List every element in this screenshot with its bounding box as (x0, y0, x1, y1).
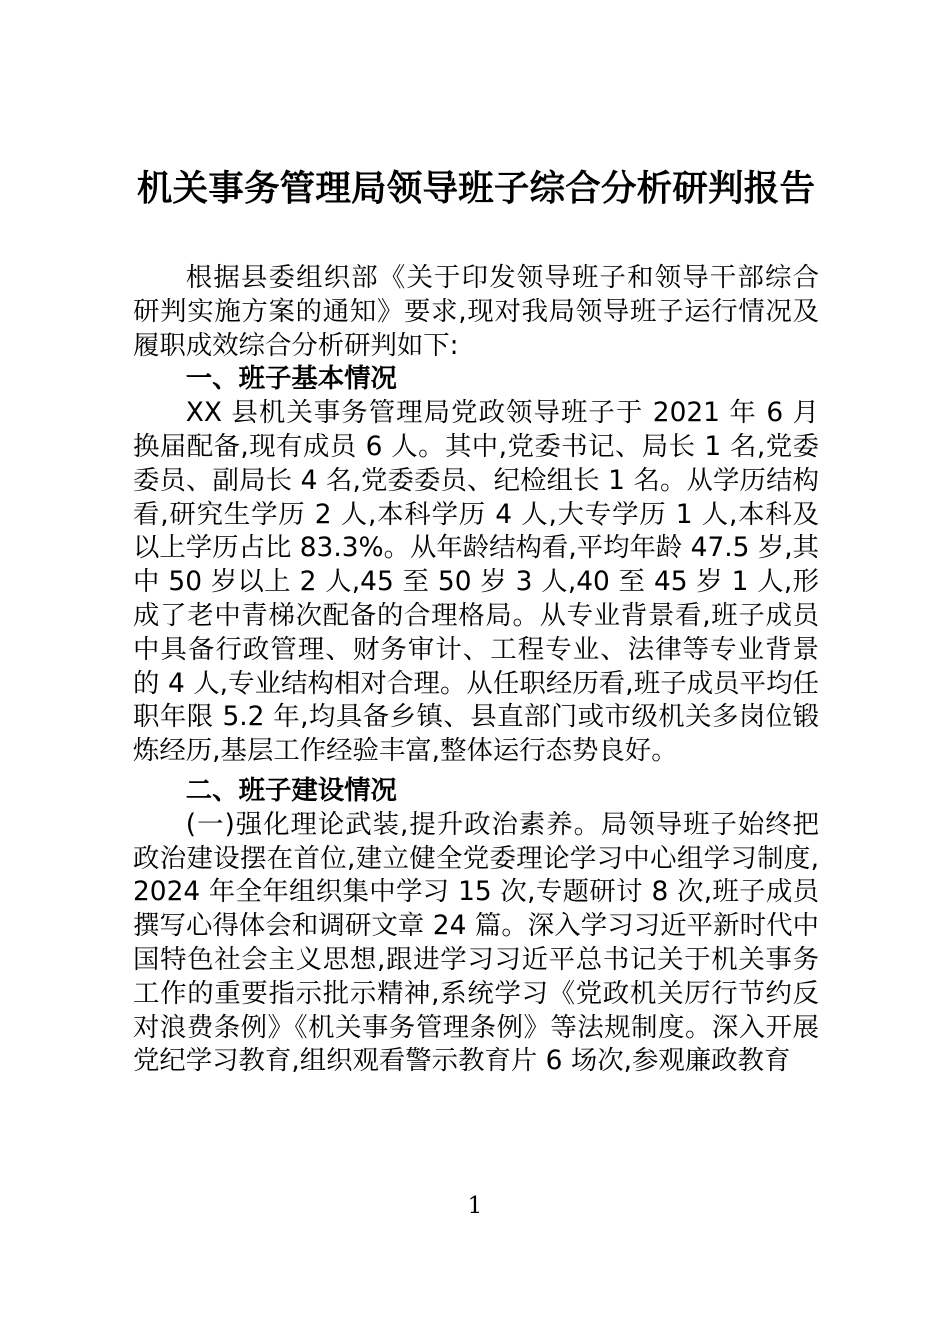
page-number: 1 (467, 1193, 483, 1219)
paragraph-section-one-body: XX 县机关事务管理局党政领导班子于 2021 年 6 月换届配备,现有成员 6 人。其中,党委书记、局长 1 名,党委委员、副局长 4 名,党委委员、纪检组长 1 名。从学历结构看,研究生学历 2 人,本科学历 4 人,大专学历 1 人,本科及以上学历占比 83.3%。从年龄结构看,平均年龄 47.5 岁,其中 50 岁以上 2 人,45 至 50 岁 3 人,40 至 45 岁 1 人,形成了老中青梯次配备的合理格局。从专业背景看,班子成员中具备行政管理、财务审计、工程专业、法律等专业背景的 4 人,专业结构相对合理。从任职经历看,班子成员平均任职年限 5.2 年,均具备乡镇、县直部门或市级机关多岗位锻炼经历,基层工作经验丰富,整体运行态势良好。 (133, 397, 819, 767)
section-heading-one: 一、班子基本情况 (185, 363, 397, 395)
paragraph-section-two-item-one: (一)强化理论武装,提升政治素养。局领导班子始终把政治建设摆在首位,建立健全党委理论学习中心组学习制度,2024 年全年组织集中学习 15 次,专题研讨 8 次,班子成员撰写心得体会和调研文章 24 篇。深入学习习近平新时代中国特色社会主义思想,跟进学习习近平总书记关于机关事务工作的重要指示批示精神,系统学习《党政机关厉行节约反对浪费条例》《机关事务管理条例》等法规制度。深入开展党纪学习教育,组织观看警示教育片 6 场次,参观廉政教育 (133, 808, 819, 1077)
section-heading-two: 二、班子建设情况 (185, 774, 397, 806)
page-content (133, 0, 819, 1078)
paragraph-intro: 根据县委组织部《关于印发领导班子和领导干部综合研判实施方案的通知》要求,现对我局领导班子运行情况及履职成效综合分析研判如下: (133, 262, 819, 361)
page-title: 机关事务管理局领导班子综合分析研判报告 (136, 168, 816, 209)
